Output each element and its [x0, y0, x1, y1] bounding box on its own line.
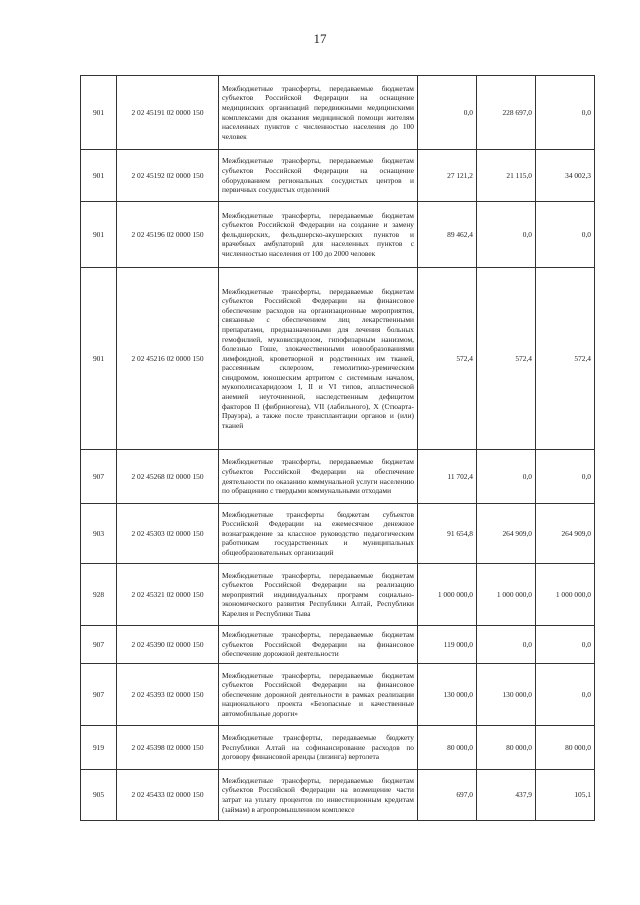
budget-code-cell: 2 02 45393 02 0000 150: [117, 664, 219, 726]
admin-code-cell: 905: [81, 770, 117, 821]
budget-code-cell: 2 02 45196 02 0000 150: [117, 202, 219, 268]
amount-year2-cell: 1 000 000,0: [477, 564, 536, 626]
amount-year3-cell: 105,1: [536, 770, 595, 821]
amount-year2-cell: 0,0: [477, 202, 536, 268]
amount-year3-cell: 80 000,0: [536, 726, 595, 770]
page-number: 17: [313, 31, 327, 46]
admin-code-cell: 901: [81, 76, 117, 150]
admin-code-cell: 907: [81, 626, 117, 664]
description-cell: Межбюджетные трансферты, передаваемые бюджетам субъектов Российской Федерации на оснащение оборудованием региональных сосудистых центров и первичных сосудистых отделений: [219, 150, 418, 202]
amount-year3-cell: 0,0: [536, 664, 595, 726]
amount-year1-cell: 572,4: [418, 268, 477, 450]
admin-code-cell: 907: [81, 664, 117, 726]
amount-year2-cell: 0,0: [477, 626, 536, 664]
description-cell: Межбюджетные трансферты бюджетам субъектов Российской Федерации на ежемесячное денежное вознаграждение за классное руководство педагогическим работникам государственных и муниципальных общеобразовательных организаций: [219, 504, 418, 564]
budget-code-cell: 2 02 45192 02 0000 150: [117, 150, 219, 202]
description-cell: Межбюджетные трансферты, передаваемые бюджетам субъектов Российской Федерации на реализацию мероприятий индивидуальных программ социально-экономического развития Республики Алтай, Республики Карелия и Республики Тыва: [219, 564, 418, 626]
amount-year1-cell: 1 000 000,0: [418, 564, 477, 626]
budget-code-cell: 2 02 45433 02 0000 150: [117, 770, 219, 821]
amount-year2-cell: 264 909,0: [477, 504, 536, 564]
table-row: [81, 564, 595, 626]
description-cell: Межбюджетные трансферты, передаваемые бюджетам субъектов Российской Федерации на финансовое обеспечение расходов на организационные мероприятия, связанные с обеспечением лиц лекарственными препаратами, предназначенными для лечения больных гемофилией, муковисцидозом, гипофизарным нанизмом, болезнью Гоше, злокачественными новообразованиями лимфоидной, кроветворной и родственных им тканей, рассеянным склерозом, гемолитико-уремическим синдромом, юношеским артритом с системным началом, мукополисахаридозом I, II и VI типов, апластической анемией неуточненной, наследственным дефицитом факторов II (фибриногена), VII (лабильного), X (Стюарта-Прауэра), а также после трансплантации органов и (или) тканей: [219, 268, 418, 450]
table-row: [81, 726, 595, 770]
budget-code-cell: 2 02 45398 02 0000 150: [117, 726, 219, 770]
table-row: [81, 664, 595, 726]
table-row: [81, 626, 595, 664]
amount-year1-cell: 130 000,0: [418, 664, 477, 726]
admin-code-cell: 903: [81, 504, 117, 564]
amount-year1-cell: 0,0: [418, 76, 477, 150]
amount-year2-cell: 21 115,0: [477, 150, 536, 202]
amount-year2-cell: 80 000,0: [477, 726, 536, 770]
budget-code-cell: 2 02 45321 02 0000 150: [117, 564, 219, 626]
amount-year2-cell: 130 000,0: [477, 664, 536, 726]
amount-year3-cell: 264 909,0: [536, 504, 595, 564]
admin-code-cell: 919: [81, 726, 117, 770]
table-row: [81, 450, 595, 504]
table-row: [81, 202, 595, 268]
amount-year3-cell: 0,0: [536, 202, 595, 268]
amount-year1-cell: 697,0: [418, 770, 477, 821]
budget-table: [80, 75, 595, 821]
amount-year2-cell: 228 697,0: [477, 76, 536, 150]
amount-year3-cell: 1 000 000,0: [536, 564, 595, 626]
budget-code-cell: 2 02 45216 02 0000 150: [117, 268, 219, 450]
amount-year1-cell: 80 000,0: [418, 726, 477, 770]
amount-year1-cell: 11 702,4: [418, 450, 477, 504]
amount-year1-cell: 27 121,2: [418, 150, 477, 202]
amount-year3-cell: 0,0: [536, 76, 595, 150]
table-row: [81, 150, 595, 202]
table-row: [81, 770, 595, 821]
amount-year3-cell: 572,4: [536, 268, 595, 450]
admin-code-cell: 928: [81, 564, 117, 626]
description-cell: Межбюджетные трансферты, передаваемые бюджетам субъектов Российской Федерации на оснащение медицинских организаций передвижными медицинскими комплексами для оказания медицинской помощи жителям населенных пунктов с численностью населения до 100 человек: [219, 76, 418, 150]
table-row: [81, 504, 595, 564]
description-cell: Межбюджетные трансферты, передаваемые бюджетам субъектов Российской Федерации на возмещение части затрат на уплату процентов по инвестиционным кредитам (займам) в агропромышленном комплексе: [219, 770, 418, 821]
description-cell: Межбюджетные трансферты, передаваемые бюджету Республики Алтай на софинансирование расходов по договору финансовой аренды (лизинга) вертолета: [219, 726, 418, 770]
admin-code-cell: 901: [81, 268, 117, 450]
amount-year2-cell: 0,0: [477, 450, 536, 504]
admin-code-cell: 901: [81, 202, 117, 268]
amount-year2-cell: 437,9: [477, 770, 536, 821]
amount-year2-cell: 572,4: [477, 268, 536, 450]
amount-year3-cell: 0,0: [536, 626, 595, 664]
description-cell: Межбюджетные трансферты, передаваемые бюджетам субъектов Российской Федерации на финансовое обеспечение дорожной деятельности: [219, 626, 418, 664]
amount-year1-cell: 119 000,0: [418, 626, 477, 664]
admin-code-cell: 901: [81, 150, 117, 202]
description-cell: Межбюджетные трансферты, передаваемые бюджетам субъектов Российской Федерации на создание и замену фельдшерских, фельдшерско-акушерских пунктов и врачебных амбулаторий для населенных пунктов с численностью населения от 100 до 2000 человек: [219, 202, 418, 268]
amount-year1-cell: 89 462,4: [418, 202, 477, 268]
budget-code-cell: 2 02 45268 02 0000 150: [117, 450, 219, 504]
table-row: [81, 268, 595, 450]
budget-code-cell: 2 02 45390 02 0000 150: [117, 626, 219, 664]
description-cell: Межбюджетные трансферты, передаваемые бюджетам субъектов Российской Федерации на финансовое обеспечение дорожной деятельности в рамках реализации национального проекта «Безопасные и качественные автомобильные дороги»: [219, 664, 418, 726]
amount-year1-cell: 91 654,8: [418, 504, 477, 564]
amount-year3-cell: 34 002,3: [536, 150, 595, 202]
budget-code-cell: 2 02 45303 02 0000 150: [117, 504, 219, 564]
amount-year3-cell: 0,0: [536, 450, 595, 504]
description-cell: Межбюджетные трансферты, передаваемые бюджетам субъектов Российской Федерации на обеспечение деятельности по оказанию коммунальной услуги населению по обращению с твердыми коммунальными отходами: [219, 450, 418, 504]
budget-code-cell: 2 02 45191 02 0000 150: [117, 76, 219, 150]
admin-code-cell: 907: [81, 450, 117, 504]
table-row: [81, 76, 595, 150]
